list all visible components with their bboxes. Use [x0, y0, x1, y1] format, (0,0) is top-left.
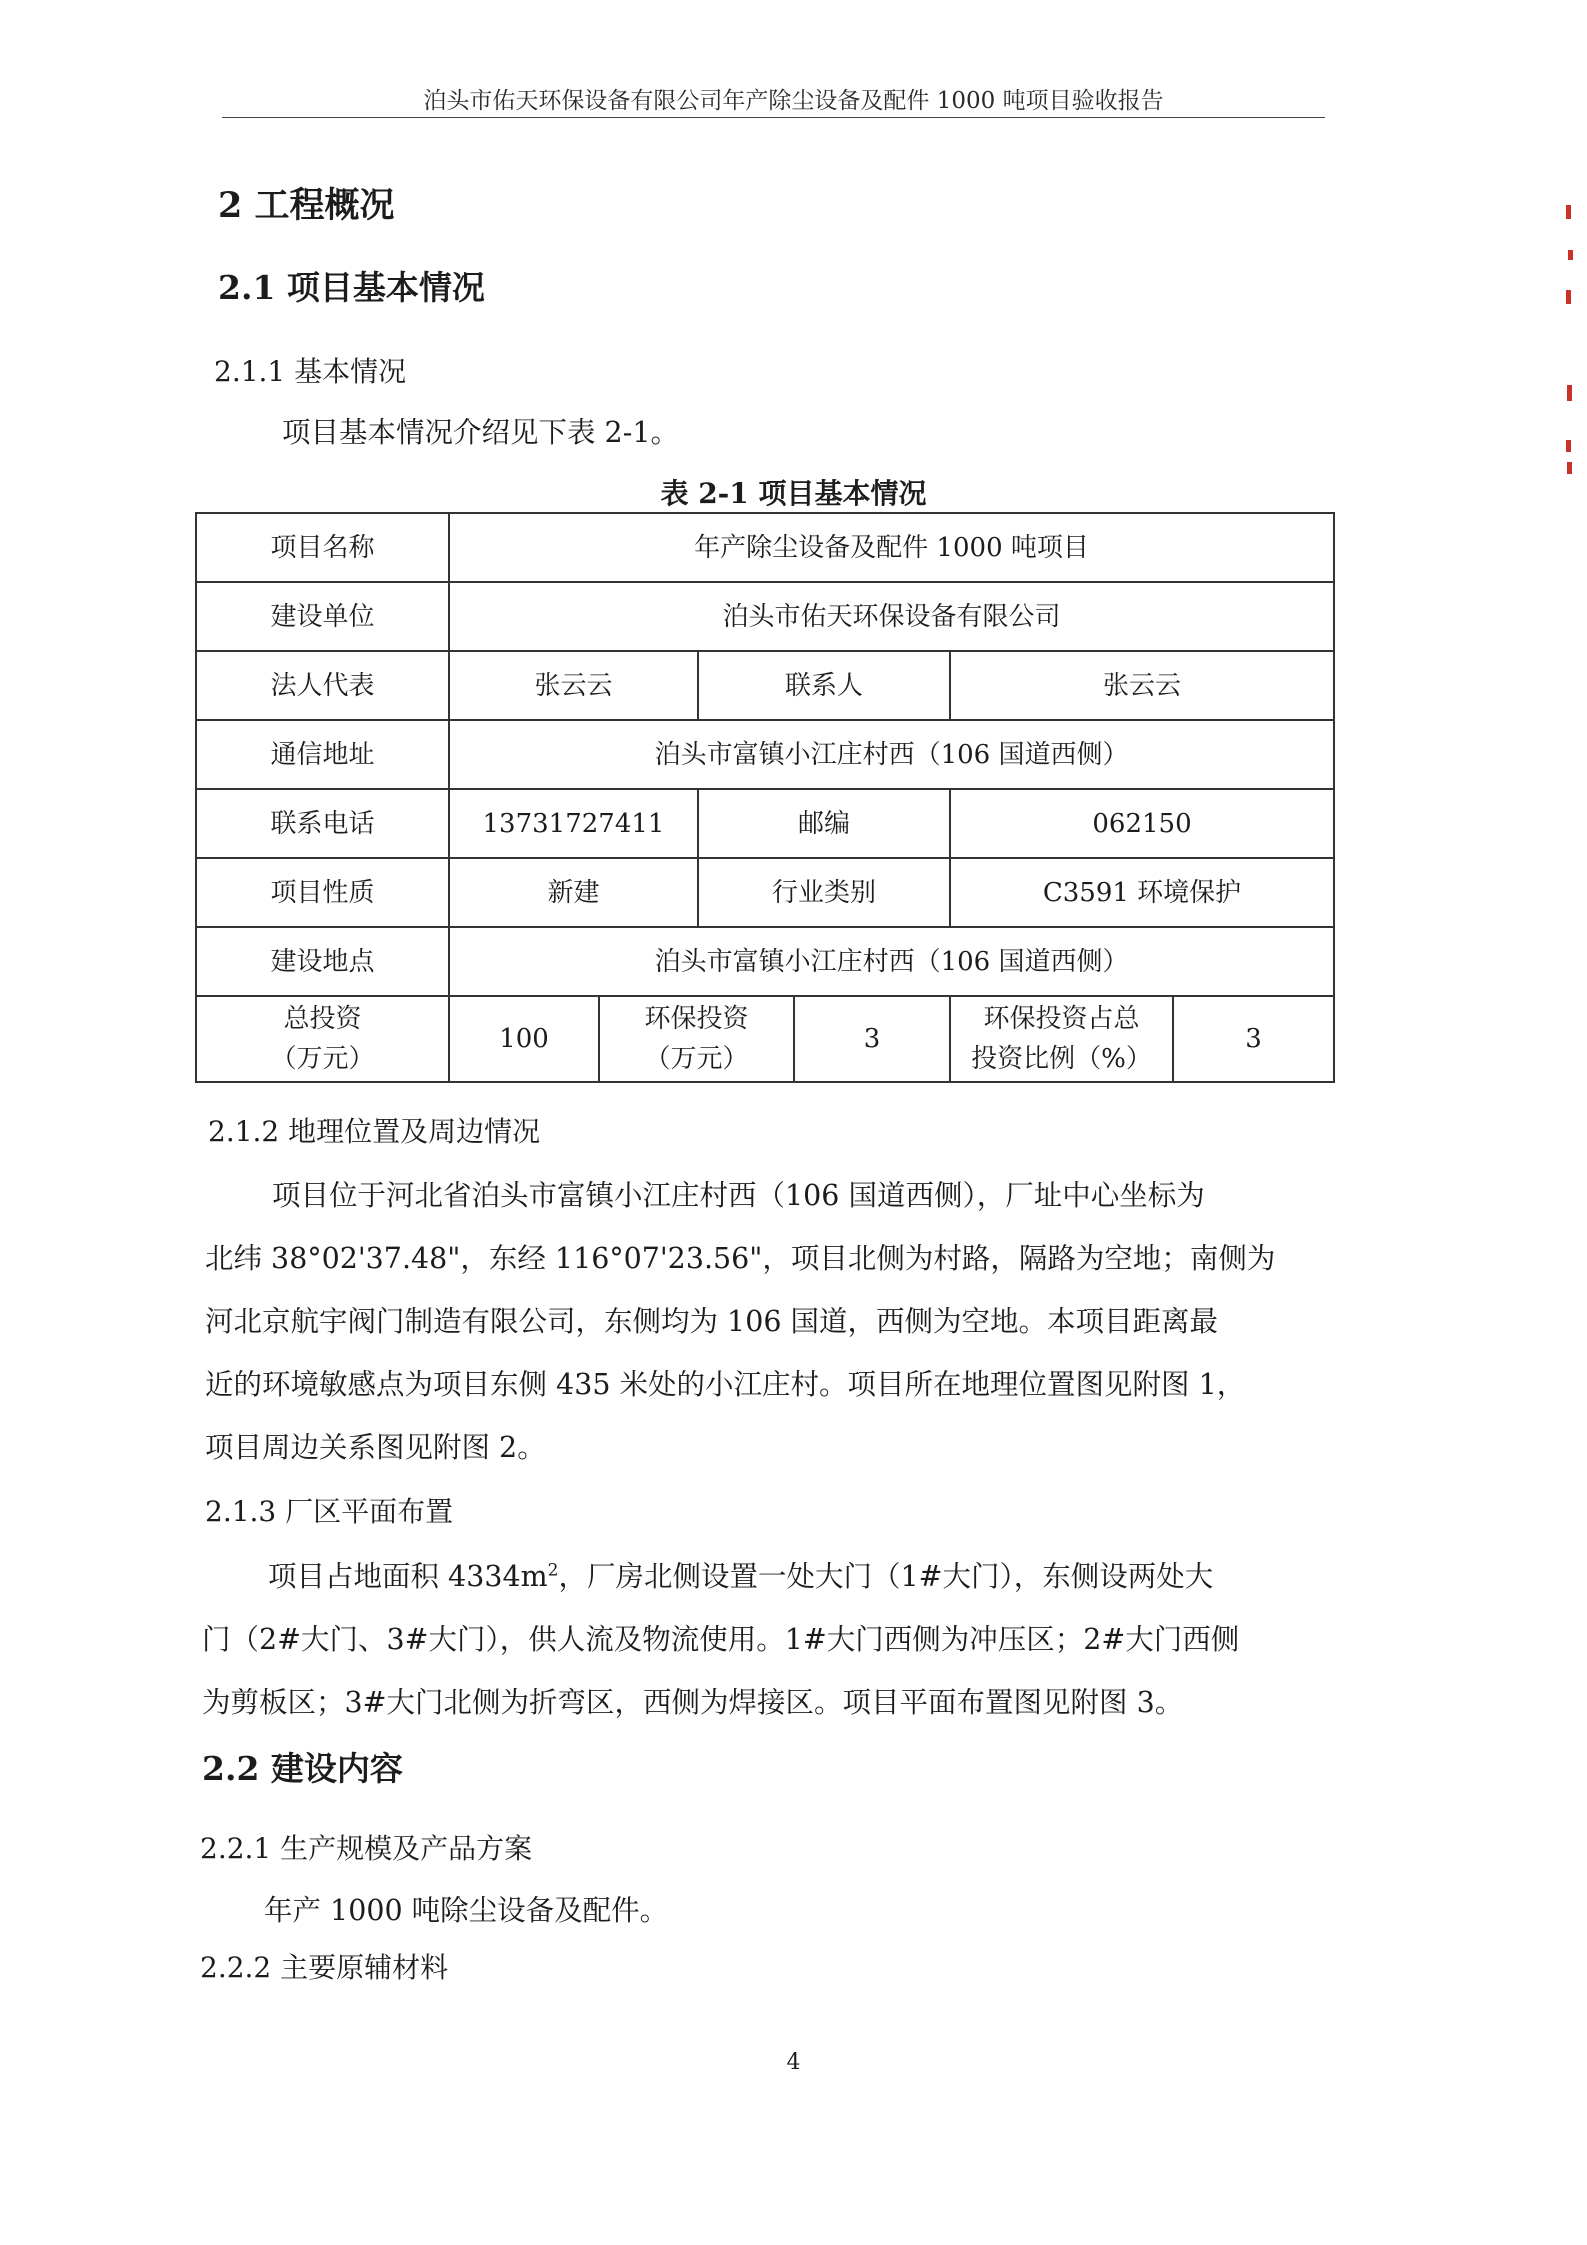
seal-edge-mark	[1566, 440, 1571, 452]
env-investment-unit: （万元）	[644, 1044, 749, 1074]
table-value-cell: 3	[794, 996, 950, 1082]
paragraph-line	[268, 1554, 1213, 1595]
area-unit-superscript: 2	[547, 1560, 559, 1581]
total-investment-label: 总投资	[283, 1004, 362, 1034]
table-label-cell: 邮编	[698, 789, 950, 858]
table-value-cell: 3	[1173, 996, 1334, 1082]
seal-edge-mark	[1568, 250, 1573, 260]
table-label-cell: 建设单位	[196, 582, 449, 651]
table-row	[196, 996, 1334, 1082]
paragraph-line: 年产 1000 吨除尘设备及配件。	[264, 1894, 669, 1927]
table-value-cell: 13731727411	[449, 789, 698, 858]
table-label-cell: 通信地址	[196, 720, 449, 789]
page-number: 4	[786, 2050, 801, 2075]
table-label-cell: 联系电话	[196, 789, 449, 858]
table-value-cell: 张云云	[449, 651, 698, 720]
area-text: 项目占地面积 4334m	[268, 1560, 548, 1593]
table-value-cell: 年产除尘设备及配件 1000 吨项目	[449, 513, 1334, 582]
table-label-cell: 项目名称	[196, 513, 449, 582]
table-label-cell: 法人代表	[196, 651, 449, 720]
area-text-rest: ，厂房北侧设置一处大门（1#大门），东侧设两处大	[558, 1560, 1214, 1593]
table-label-cell	[196, 996, 449, 1082]
table-row	[196, 789, 1334, 858]
table-label-cell	[950, 996, 1173, 1082]
running-header: 泊头市佑天环保设备有限公司年产除尘设备及配件 1000 吨项目验收报告	[423, 88, 1164, 114]
paragraph-line: 项目周边关系图见附图 2。	[205, 1431, 546, 1464]
project-info-table	[195, 512, 1335, 1083]
env-investment-label: 环保投资	[644, 1004, 749, 1034]
paragraph-line: 河北京航宇阀门制造有限公司，东侧均为 106 国道，西侧为空地。本项目距离最	[205, 1305, 1219, 1338]
table-label-cell: 行业类别	[698, 858, 950, 927]
paragraph-line: 为剪板区；3#大门北侧为折弯区，西侧为焊接区。项目平面布置图见附图 3。	[202, 1686, 1184, 1719]
table-label-cell: 项目性质	[196, 858, 449, 927]
table-row	[196, 858, 1334, 927]
table-value-cell: C3591 环境保护	[950, 858, 1334, 927]
section-2-2-heading: 2.2 建设内容	[202, 1749, 403, 1788]
section-2-1-3-heading: 2.1.3 厂区平面布置	[205, 1495, 454, 1528]
section-2-heading: 2 工程概况	[218, 185, 395, 226]
section-2-2-1-heading: 2.2.1 生产规模及产品方案	[200, 1832, 533, 1865]
table-label-cell: 建设地点	[196, 927, 449, 996]
seal-edge-mark	[1567, 462, 1572, 474]
seal-edge-mark	[1566, 205, 1571, 219]
section-2-1-heading: 2.1 项目基本情况	[218, 268, 485, 307]
total-investment-unit: （万元）	[270, 1044, 375, 1074]
table-caption: 表 2-1 项目基本情况	[660, 477, 927, 510]
table-row	[196, 927, 1334, 996]
table-row	[196, 513, 1334, 582]
table-value-cell: 泊头市佑天环保设备有限公司	[449, 582, 1334, 651]
table-row	[196, 582, 1334, 651]
ratio-label: 环保投资占总	[983, 1004, 1140, 1034]
table-value-cell: 新建	[449, 858, 698, 927]
paragraph-line: 近的环境敏感点为项目东侧 435 米处的小江庄村。项目所在地理位置图见附图 1，	[205, 1368, 1246, 1401]
paragraph-line: 门（2#大门、3#大门），供人流及物流使用。1#大门西侧为冲压区；2#大门西侧	[202, 1623, 1240, 1656]
ratio-unit: 投资比例（%）	[971, 1044, 1152, 1074]
section-2-1-1-heading: 2.1.1 基本情况	[214, 355, 407, 388]
section-2-2-2-heading: 2.2.2 主要原辅材料	[200, 1951, 449, 1984]
section-2-1-2-heading: 2.1.2 地理位置及周边情况	[208, 1115, 541, 1148]
seal-edge-mark	[1567, 385, 1572, 401]
table-value-cell: 062150	[950, 789, 1334, 858]
intro-paragraph: 项目基本情况介绍见下表 2-1。	[282, 416, 679, 449]
paragraph-line: 项目位于河北省泊头市富镇小江庄村西（106 国道西侧），厂址中心坐标为	[272, 1179, 1205, 1212]
table-label-cell	[599, 996, 794, 1082]
table-value-cell: 100	[449, 996, 599, 1082]
table-value-cell: 张云云	[950, 651, 1334, 720]
header-rule	[222, 117, 1325, 118]
seal-edge-mark	[1566, 290, 1571, 304]
table-value-cell: 泊头市富镇小江庄村西（106 国道西侧）	[449, 720, 1334, 789]
paragraph-line: 北纬 38°02'37.48"，东经 116°07'23.56"，项目北侧为村路，隔路为空地；南侧为	[205, 1242, 1276, 1275]
table-label-cell: 联系人	[698, 651, 950, 720]
table-value-cell: 泊头市富镇小江庄村西（106 国道西侧）	[449, 927, 1334, 996]
table-row	[196, 651, 1334, 720]
table-row	[196, 720, 1334, 789]
